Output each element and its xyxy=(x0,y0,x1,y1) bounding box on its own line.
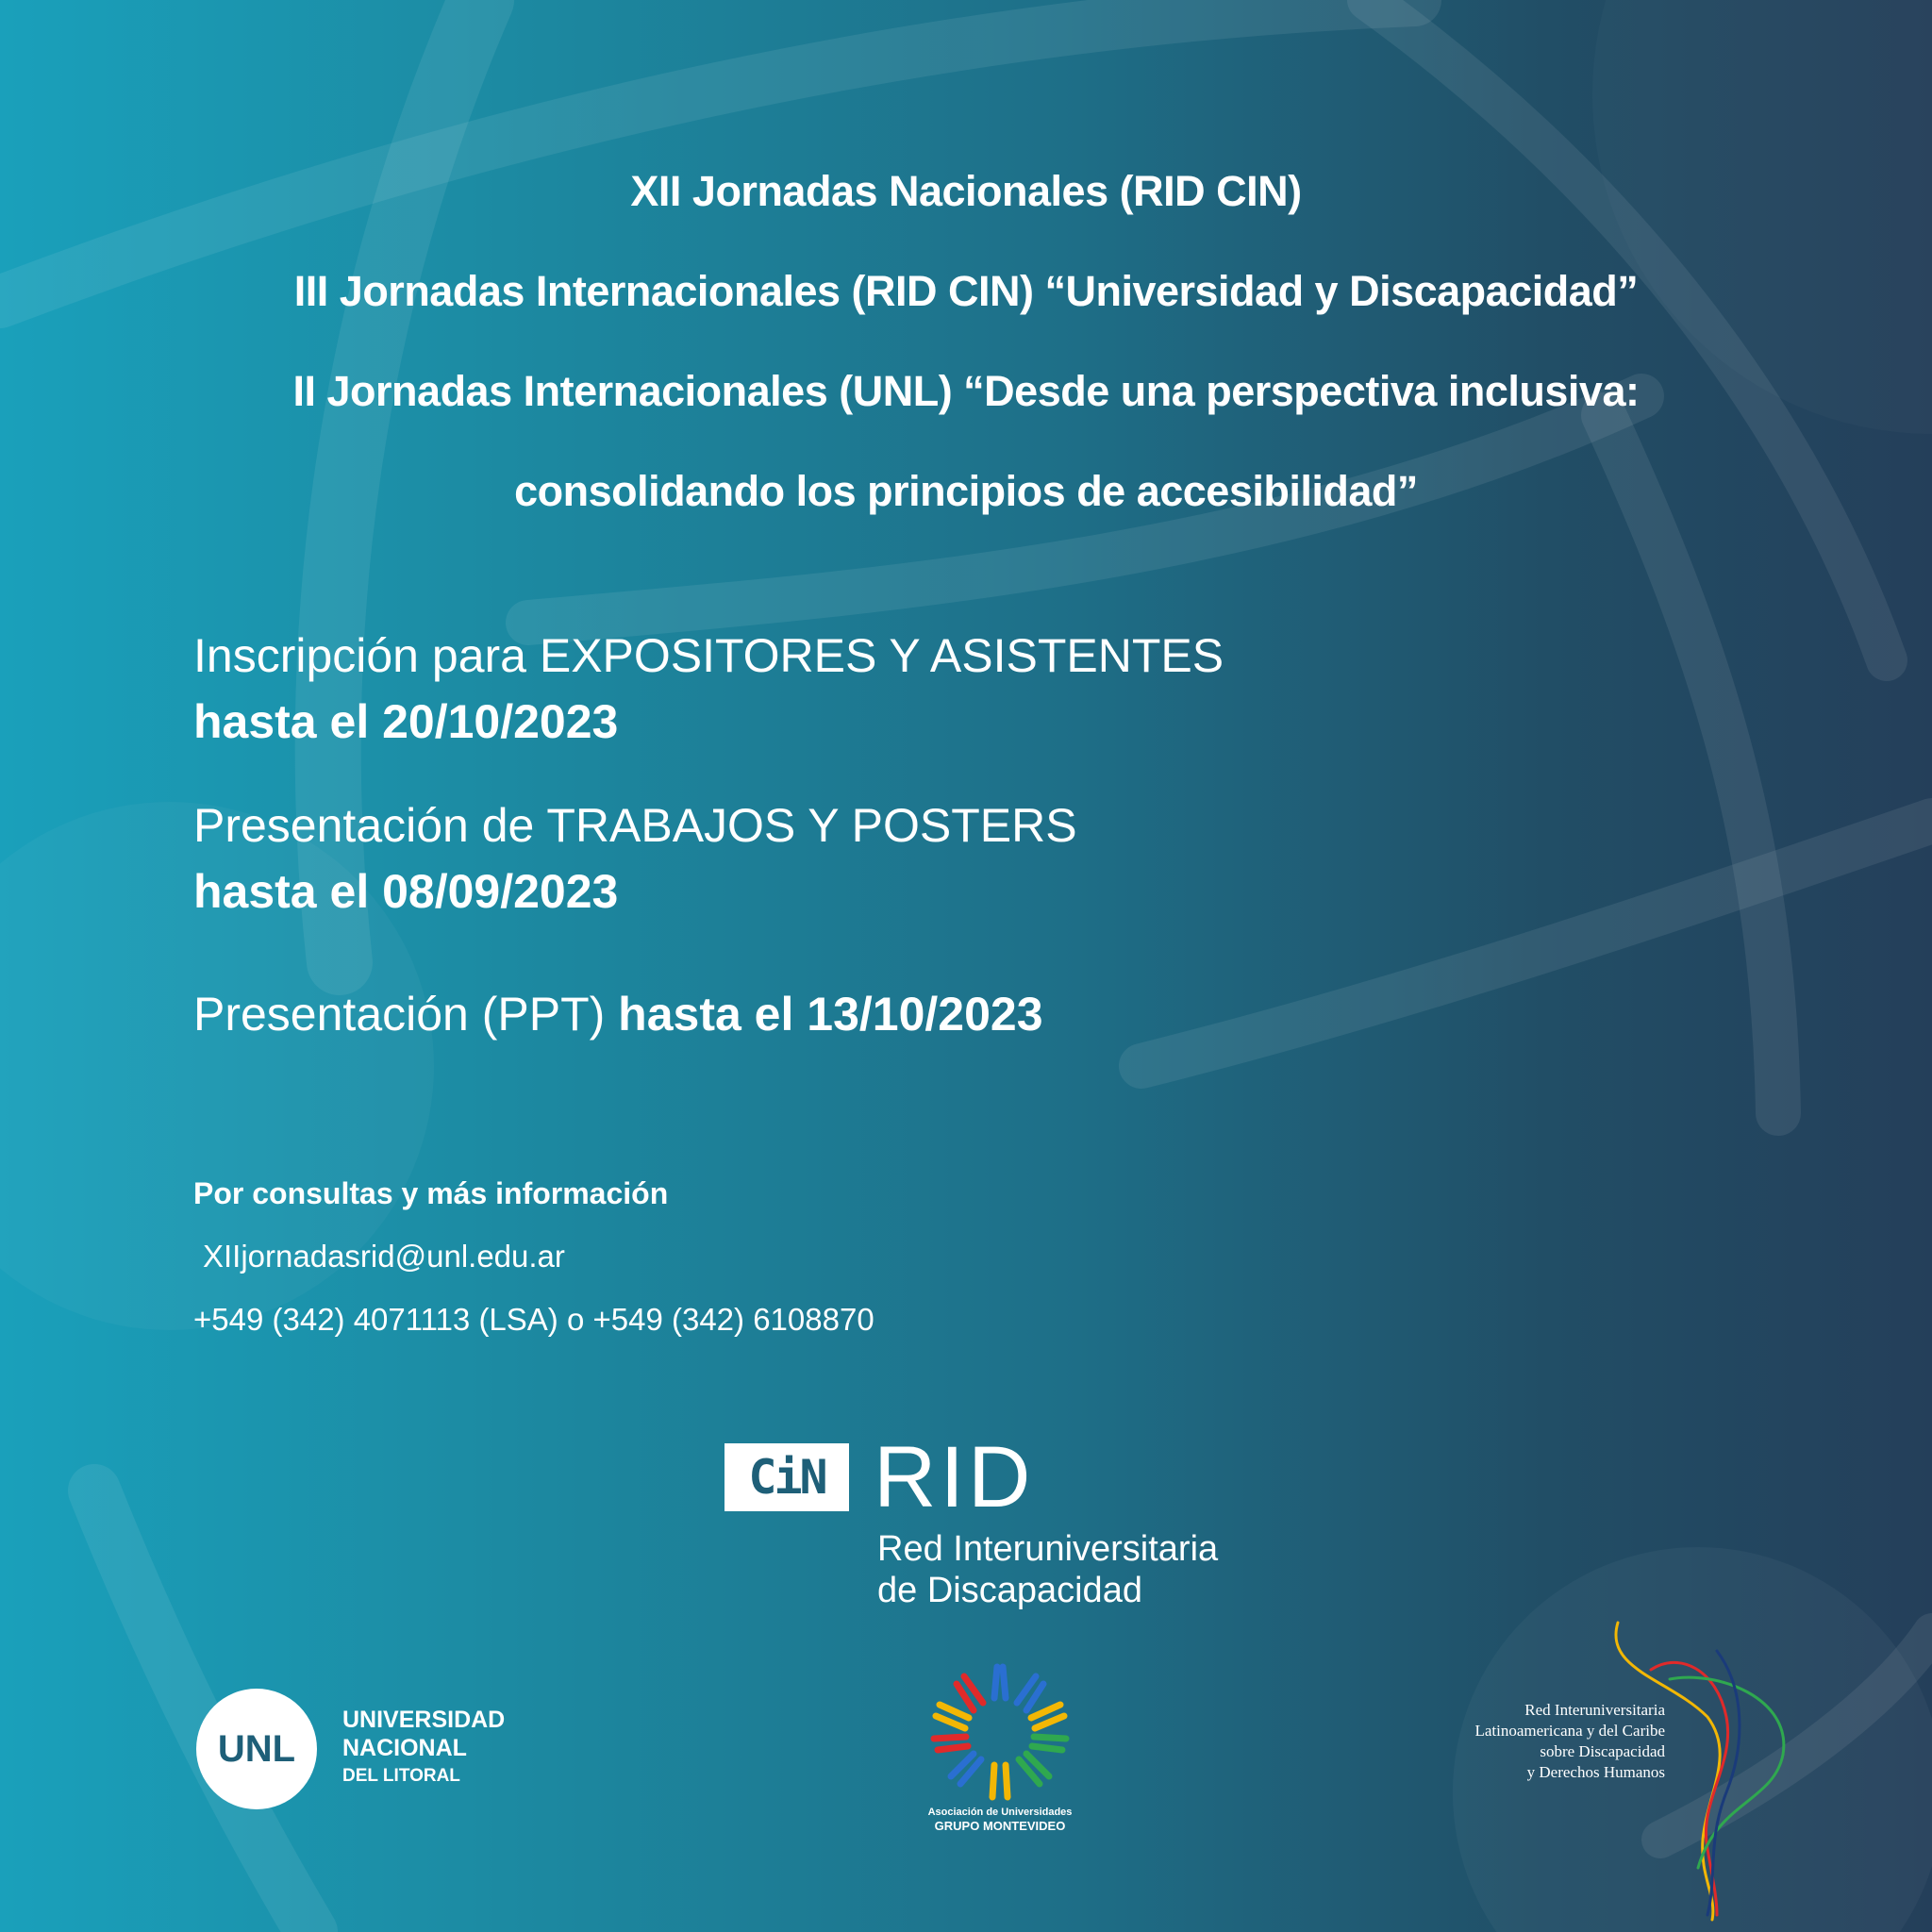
ridlac-line3: sobre Discapacidad xyxy=(1540,1742,1665,1760)
contact-section xyxy=(193,1170,1137,1343)
ridlac-line2: Latinoamericana y del Caribe xyxy=(1474,1722,1665,1740)
unl-name-line2: NACIONAL xyxy=(342,1735,467,1761)
ppt-deadline xyxy=(193,981,1420,1047)
heading-national: XII Jornadas Nacionales (RID CIN) xyxy=(630,167,1302,215)
ppt-date: hasta el 13/10/2023 xyxy=(618,988,1043,1041)
heading-international-unl-cont: consolidando los principios de accesibilidad” xyxy=(514,467,1418,515)
unl-name xyxy=(342,1706,505,1790)
rid-logo-text: RID xyxy=(874,1429,1035,1525)
ppt-label: Presentación (PPT) xyxy=(193,988,619,1041)
contact-phones[interactable]: +549 (342) 4071113 (LSA) o +549 (342) 6108870 xyxy=(193,1302,874,1337)
contact-email[interactable]: XIIjornadasrid@unl.edu.ar xyxy=(203,1239,565,1274)
unl-circle-icon: UNL xyxy=(196,1689,317,1809)
ridlac-line4: y Derechos Humanos xyxy=(1526,1763,1665,1781)
agm-name-line2: GRUPO MONTEVIDEO xyxy=(934,1819,1066,1833)
agm-name xyxy=(887,1806,1113,1834)
agm-star-icon xyxy=(887,1660,1113,1802)
heading-international-unl: II Jornadas Internacionales (UNL) “Desde una perspectiva inclusiva: xyxy=(292,367,1640,415)
rid-subtitle-line1: Red Interuniversitaria xyxy=(877,1529,1219,1569)
papers-label: Presentación de TRABAJOS Y POSTERS xyxy=(193,799,1077,852)
deadlines-section xyxy=(193,623,1420,1047)
unl-name-line3: DEL LITORAL xyxy=(342,1766,460,1786)
agm-logo xyxy=(887,1660,1113,1849)
cin-logo: CiN xyxy=(724,1443,849,1511)
unl-logo xyxy=(196,1689,574,1811)
cin-rid-logo xyxy=(724,1429,1253,1623)
registration-date: hasta el 20/10/2023 xyxy=(193,695,619,748)
heading-international-rid: III Jornadas Internacionales (RID CIN) “Universidad y Discapacidad” xyxy=(293,267,1639,315)
ridlac-logo xyxy=(1434,1613,1811,1924)
agm-name-line1: Asociación de Universidades xyxy=(927,1807,1073,1818)
papers-date: hasta el 08/09/2023 xyxy=(193,865,619,918)
ridlac-line1: Red Interuniversitaria xyxy=(1524,1701,1665,1719)
rid-subtitle-line2: de Discapacidad xyxy=(877,1571,1142,1610)
registration-label: Inscripción para EXPOSITORES Y ASISTENTES xyxy=(193,629,1224,682)
ridlac-name xyxy=(1474,1700,1665,1783)
contact-title: Por consultas y más información xyxy=(193,1176,669,1210)
unl-name-line1: UNIVERSIDAD xyxy=(342,1707,506,1733)
event-headings xyxy=(0,142,1932,541)
